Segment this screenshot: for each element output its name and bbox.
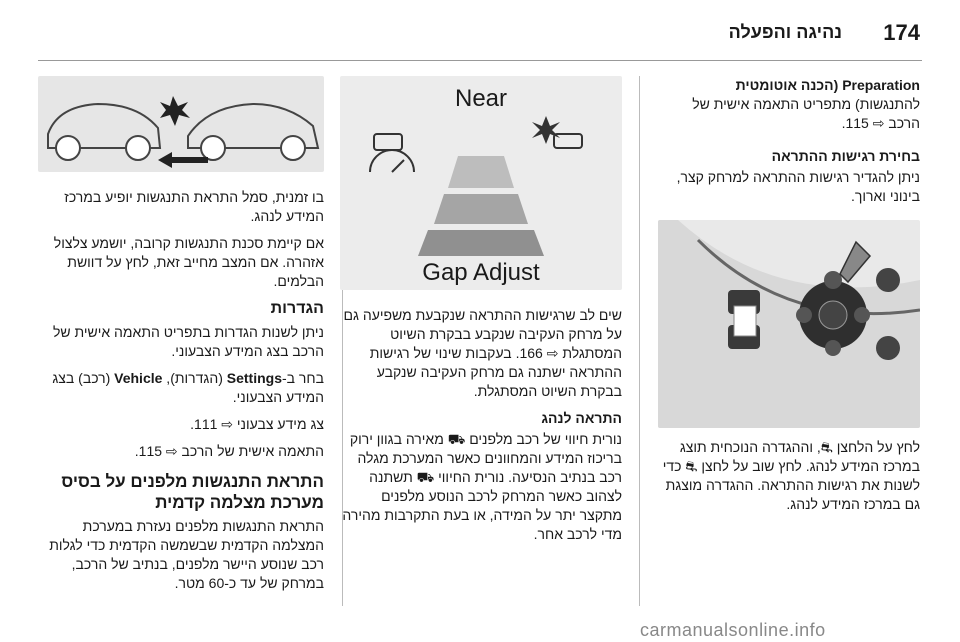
figure-caption: לחץ על הלחצן ⛐, וההגדרה הנוכחית תוצג במרכז המידע לנהג. לחץ שוב על לחצן ⛐ כדי לשנות את רגישות ההתראה. ההגדרה מוצגת גם במרכז המידע לנהג. [662,439,920,512]
left-column [38,76,324,601]
gap-adjust-figure [340,76,622,290]
page-number: 174 [883,20,920,45]
settings-steps-mid: (הגדרות), [162,370,227,386]
gap-adjust-display [340,76,622,290]
preparation-paragraph [658,76,920,133]
camera-warning-paragraph: התראת התנגשות מלפנים נעזרת במערכת המצלמה הקדמית שבשמשה הקדמית כדי לגלות רכב שנוסע היישר מלפנים, בנתיב של הרכב, במרחק של עד כ-60 מטר. [49,518,324,591]
preparation-line3: הרכב ⇨ 115. [841,115,920,131]
steering-wheel-figure [658,220,920,428]
color-display-reference: צג מידע צבעוני ⇨ 111. [190,416,324,432]
settings-steps-prefix: בחר ב- [282,370,324,386]
gap-bar-2 [434,194,528,224]
column-divider-right [639,76,640,606]
settings-steps-suffix: (רכב) בצג המידע הצבעוני. [52,370,324,405]
camera-warning-heading-line1: התראת התנגשות מלפנים על בסיס [61,472,324,491]
middle-column [340,76,622,552]
vehicle-term: Vehicle [114,370,163,386]
settings-paragraph: ניתן לשנות הגדרות בתפריט התאמה אישית של הרכב בצג המידע הצבעוני. [52,324,324,359]
header-rule [38,60,922,61]
camera-warning-heading [38,471,324,513]
section-title: נהיגה והפעלה [728,22,842,42]
settings-term: Settings [226,370,282,386]
collision-warning-icon [532,116,582,148]
personalization-reference: התאמה אישית של הרכב ⇨ 115. [134,443,324,459]
steering-wheel-illustration [658,220,920,428]
page-header [0,14,960,54]
gap-label-adjust: Gap Adjust [422,259,540,286]
driver-alert-heading: התראה לנהג [541,410,622,426]
collision-figure [38,76,324,172]
settings-heading: הגדרות [270,300,324,317]
gap-bar-1 [448,156,514,188]
sensitivity-note: שים לב שרגישות ההתראה שנקבעת משפיעה גם על מרחק העקיבה שנקבע בבקרת השיוט המסתגלת ⇨ 166. בעקבות שינוי של רגישות ההתראה ישתנה גם מרחק העקיבה שנקבע בבקרת השיוט המסתגלת. [343,307,622,399]
gap-bar-3 [418,230,544,256]
car-speed-icon [370,134,414,172]
collision-illustration [38,76,324,172]
sensitivity-paragraph: ניתן להגדיר רגישות ההתראה למרחק קצר, בינוני וארוך. [676,169,920,204]
camera-warning-heading-line2: מערכת מצלמה קדמית [155,493,324,512]
preparation-term: Preparation [842,77,920,93]
gap-label-near: Near [454,85,508,112]
preparation-term-he: (הכנה אוטומטית [735,77,839,93]
settings-steps [38,369,324,407]
right-column [658,76,920,522]
sensitivity-heading: בחירת רגישות ההתראה [771,148,920,164]
watermark-text: carmanualsonline.info [640,620,826,640]
collision-symbol-paragraph: בו זמנית, סמל התראת התנגשות יופיע במרכז המידע לנהג. [64,189,324,224]
preparation-line2: להתנגשות) מתפריט התאמה אישית של [692,96,920,112]
driver-alert-paragraph: נורית חיווי של רכב מלפנים ⛟ מאירה בגוון ירוק בריכוז המידע והמחוונים כאשר המערכת מגלה רכב בנתיב הנסיעה. נורית החיווי ⛟ תשתנה לצהוב כאשר המרחק לרכב הנוסע מלפנים מתקצר יתר על המידה, או בעת התקרבות מהירה מדי לרכב אחר. [342,431,622,542]
collision-warning-paragraph: אם קיימת סכנת התנגשות קרובה, יושמע צלצול אזהרה. אם המצב מחייב זאת, לחץ על דוושת הבלמים. [53,235,324,289]
